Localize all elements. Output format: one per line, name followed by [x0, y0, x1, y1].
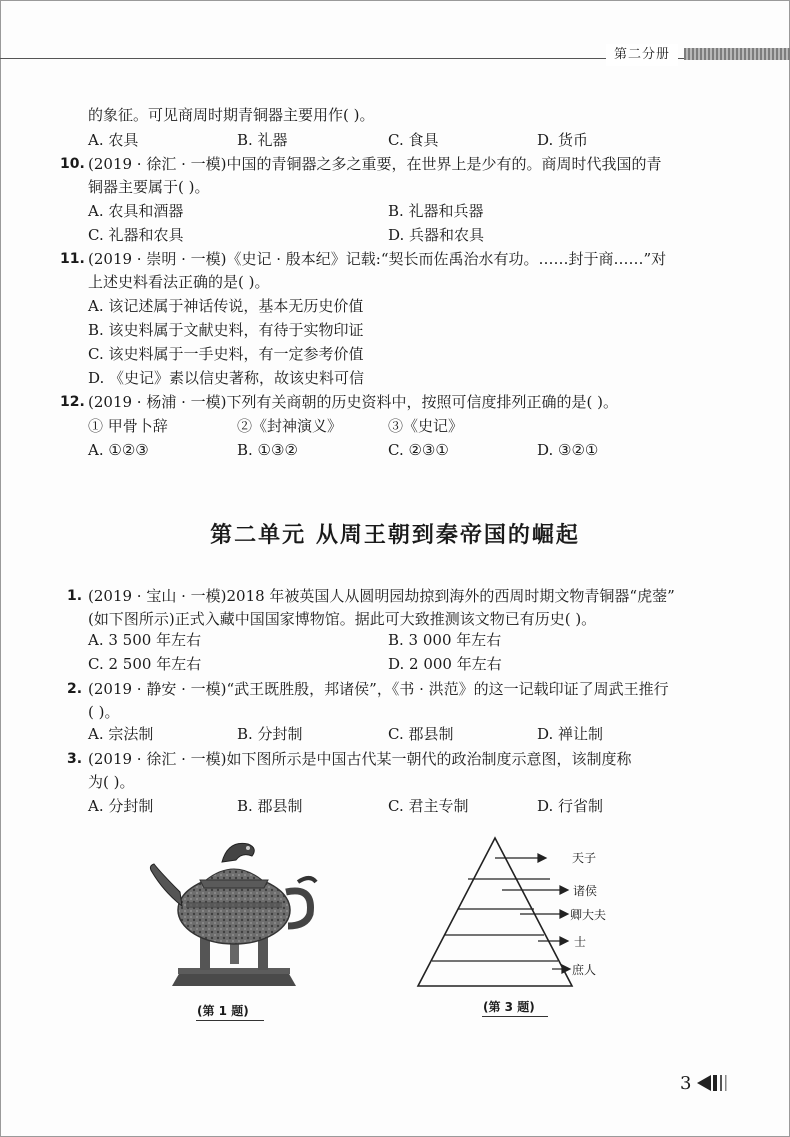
u3-option-d: D. 行省制 [537, 797, 604, 815]
running-header [0, 40, 790, 74]
pyramid-level-2: 诸侯 [573, 884, 598, 898]
u2-option-c: C. 郡县制 [388, 725, 454, 743]
q12-item-1: ① 甲骨卜辞 [88, 417, 168, 435]
q11-option-d: D. 《史记》素以信史著称，故该史料可信 [88, 369, 365, 387]
q12-number: 12. [60, 394, 85, 410]
q10-stem-line1: (2019 · 徐汇 · 一模)中国的青铜器之多之重要，在世界上是少有的。商周时代我国的青 [88, 155, 662, 173]
q10-option-c: C. 礼器和农具 [88, 226, 184, 244]
q11-stem-line2: 上述史料看法正确的是( )。 [88, 273, 270, 291]
q9-option-d: D. 货币 [537, 131, 589, 149]
u1-option-b: B. 3 000 年左右 [388, 631, 502, 649]
u2-option-a: A. 宗法制 [88, 725, 154, 743]
q9-option-c: C. 食具 [388, 131, 439, 149]
figure3-caption: (第 3 题) [483, 1000, 535, 1014]
q11-option-a: A. 该记述属于神话传说，基本无历史价值 [88, 297, 364, 315]
header-ribbon [684, 48, 790, 60]
bronze-vessel-photo [138, 822, 328, 998]
q9-option-b: B. 礼器 [237, 131, 288, 149]
u3-option-b: B. 郡县制 [237, 797, 303, 815]
q11-number: 11. [60, 251, 85, 267]
u2-stem-line1: (2019 · 静安 · 一模)“武王既胜殷，邦诸侯”，《书 · 洪范》的这一记载印证了周武王推行 [88, 680, 669, 698]
q10-option-d: D. 兵器和农具 [388, 226, 485, 244]
u2-number: 2. [67, 681, 83, 697]
q12-item-2: ②《封神演义》 [237, 417, 343, 435]
u1-stem-line1: (2019 · 宝山 · 一模)2018 年被英国人从圆明园劫掠到海外的西周时期文物青铜器“虎蓥” [88, 587, 675, 605]
volume-label: 第二分册 [606, 44, 678, 66]
q10-number: 10. [60, 156, 85, 172]
page-number: 3 [680, 1073, 692, 1094]
q9-option-a: A. 农具 [88, 131, 139, 149]
q10-stem-line2: 铜器主要属于( )。 [88, 178, 210, 196]
figure1-caption-rule [196, 1020, 264, 1021]
q11-option-b: B. 该史料属于文献史料，有待于实物印证 [88, 321, 364, 339]
u1-option-c: C. 2 500 年左右 [88, 655, 202, 673]
q12-option-b: B. ①③② [237, 441, 298, 459]
u2-option-d: D. 禅让制 [537, 725, 604, 743]
pyramid-level-1: 天子 [572, 851, 597, 865]
u3-option-a: A. 分封制 [88, 797, 154, 815]
u2-option-b: B. 分封制 [237, 725, 303, 743]
u1-stem-line2: (如下图所示)正式入藏中国国家博物馆。据此可大致推测该文物已有历史( )。 [88, 610, 597, 628]
q10-option-a: A. 农具和酒器 [88, 202, 184, 220]
q12-item-3: ③《史记》 [388, 417, 464, 435]
u3-option-c: C. 君主专制 [388, 797, 469, 815]
u3-stem-line2: 为( )。 [88, 773, 135, 791]
u1-number: 1. [67, 588, 83, 604]
u3-number: 3. [67, 751, 83, 767]
page-marker-icon [697, 1073, 729, 1093]
u2-stem-line2: ( )。 [88, 703, 120, 721]
q10-option-b: B. 礼器和兵器 [388, 202, 484, 220]
q11-stem-line1: (2019 · 崇明 · 一模)《史记 · 殷本纪》记载:“契长而佐禹治水有功。……封于商……”对 [88, 250, 667, 268]
u1-option-a: A. 3 500 年左右 [88, 631, 202, 649]
figure3-caption-rule [482, 1016, 548, 1017]
pyramid-level-5: 庶人 [572, 963, 597, 977]
q11-option-c: C. 该史料属于一手史料，有一定参考价值 [88, 345, 364, 363]
q12-option-d: D. ③②① [537, 441, 599, 459]
pyramid-level-3: 卿大夫 [570, 908, 607, 922]
q12-option-c: C. ②③① [388, 441, 449, 459]
u1-option-d: D. 2 000 年左右 [388, 655, 502, 673]
u3-stem-line1: (2019 · 徐汇 · 一模)如下图所示是中国古代某一朝代的政治制度示意图，该制度称 [88, 750, 632, 768]
unit-title: 第二单元 从周王朝到秦帝国的崛起 [210, 523, 580, 548]
q9-stem-tail: 的象征。可见商周时期青铜器主要用作( )。 [88, 106, 375, 124]
q12-stem: (2019 · 杨浦 · 一模)下列有关商朝的历史资料中，按照可信度排列正确的是( )。 [88, 393, 618, 411]
figure1-caption: (第 1 题) [197, 1004, 249, 1018]
pyramid-level-4: 士 [574, 935, 587, 949]
q12-option-a: A. ①②③ [88, 441, 149, 459]
